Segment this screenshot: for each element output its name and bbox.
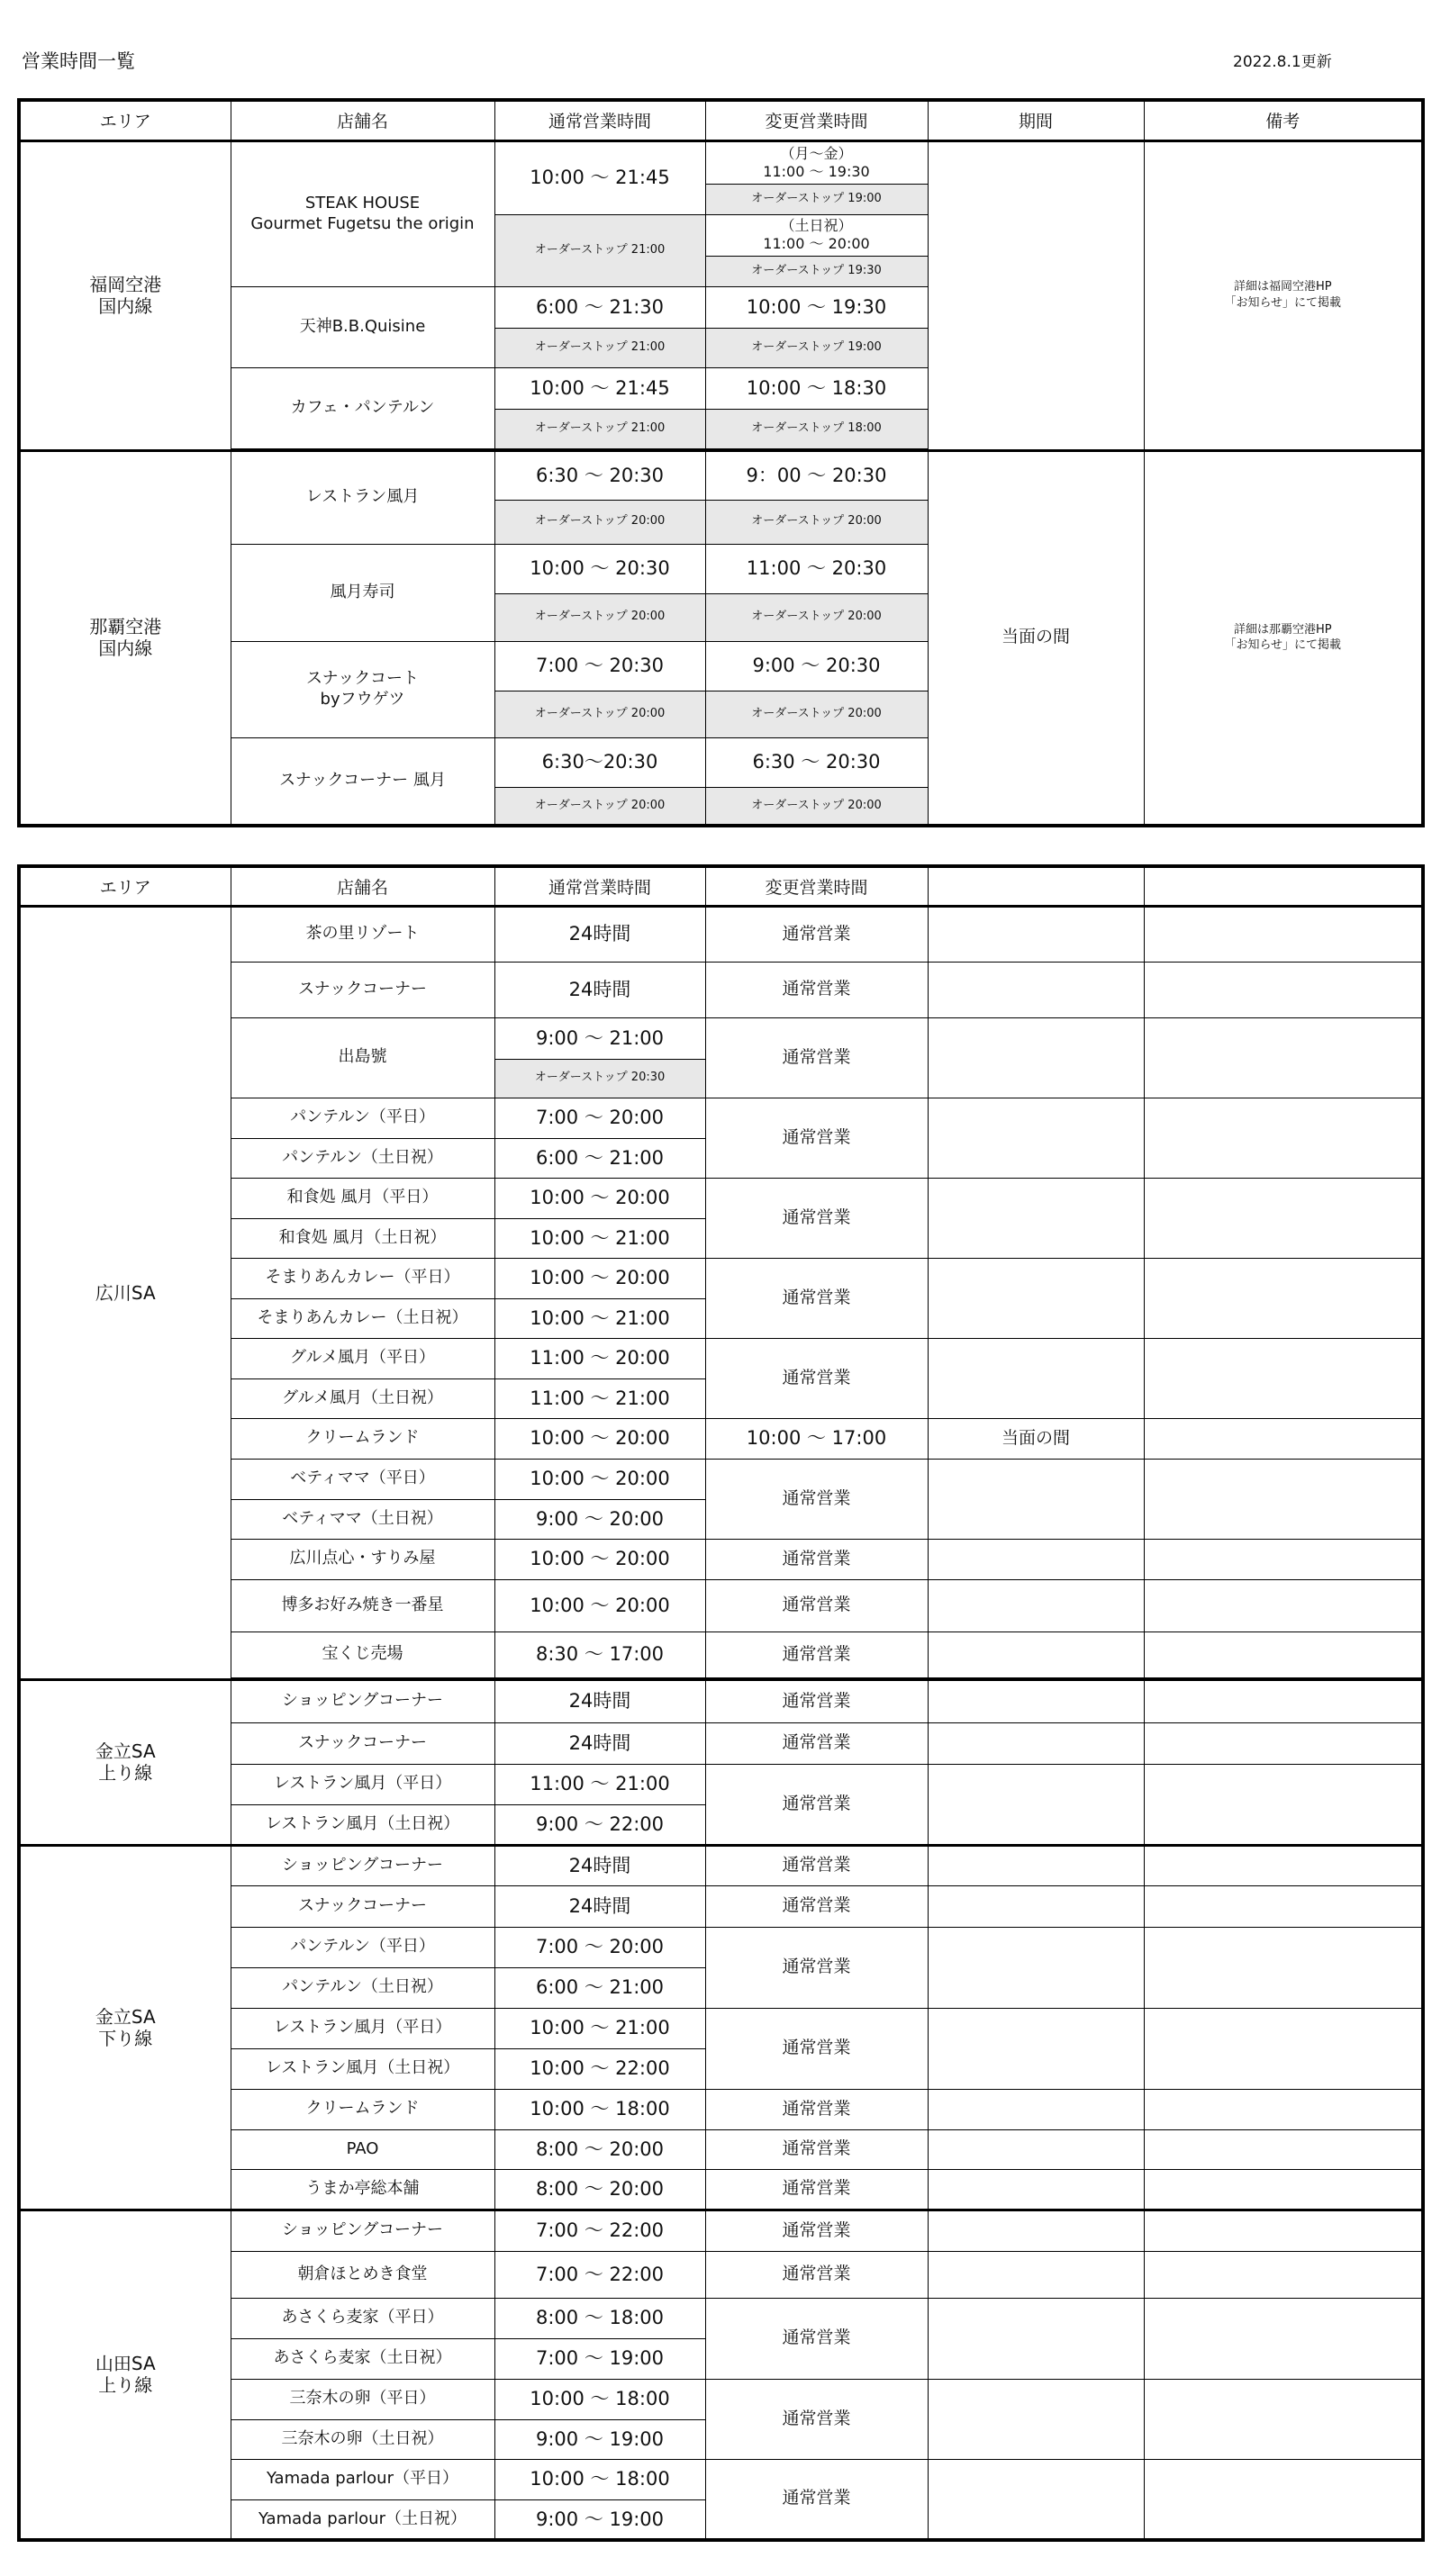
period-cell xyxy=(928,2129,1144,2169)
store-name: パンテルン（土日祝） xyxy=(231,1138,494,1178)
changed-hours: 通常営業 xyxy=(705,962,928,1017)
normal-hours: 9:00 ～ 22:00 xyxy=(494,1804,705,1845)
period-naha: 当面の間 xyxy=(928,450,1144,826)
area-yamada-up: 山田SA 上り線 xyxy=(19,2210,231,2540)
normal-hours: 24時間 xyxy=(494,906,705,962)
period-cell xyxy=(928,2379,1144,2459)
store-name: スナックコーナー xyxy=(231,1885,494,1927)
normal-hours: 10:00 ～ 21:45 xyxy=(494,140,705,214)
note-fukuoka: 詳細は福岡空港HP 「お知らせ」にて掲載 xyxy=(1144,140,1423,450)
note-cell xyxy=(1144,2210,1423,2251)
period-cell xyxy=(928,2459,1144,2540)
changed-hours: 通常営業 xyxy=(705,2129,928,2169)
normal-hours: 10:00 ～ 21:45 xyxy=(494,367,705,409)
store-name: ベティママ（平日） xyxy=(231,1459,494,1499)
period-cell xyxy=(928,2210,1144,2251)
changed-hours: 通常営業 xyxy=(705,1927,928,2008)
normal-hours: 6:30 ～ 20:30 xyxy=(494,450,705,500)
changed-hours: 10:00 ～ 18:30 xyxy=(705,367,928,409)
changed-hours-holiday: （土日祝） 11:00 ～ 20:00 xyxy=(705,214,928,256)
normal-hours: 10:00 ～ 20:00 xyxy=(494,1459,705,1499)
normal-hours: 6:30～20:30 xyxy=(494,737,705,787)
store-name: 茶の里リゾート xyxy=(231,906,494,962)
period-cell xyxy=(928,1679,1144,1722)
order-stop: オーダーストップ 21:00 xyxy=(494,328,705,367)
normal-hours: 24時間 xyxy=(494,962,705,1017)
col-header-store: 店舗名 xyxy=(231,100,494,140)
store-name: 天神B.B.Quisine xyxy=(231,286,494,367)
changed-hours: 通常営業 xyxy=(705,1178,928,1258)
normal-hours: 10:00 ～ 20:00 xyxy=(494,1539,705,1579)
store-name: 三奈木の卵（平日） xyxy=(231,2379,494,2419)
normal-hours: 7:00 ～ 22:00 xyxy=(494,2210,705,2251)
period-cell xyxy=(928,1178,1144,1258)
normal-hours: 10:00 ～ 20:00 xyxy=(494,1418,705,1459)
normal-hours: 10:00 ～ 21:00 xyxy=(494,2008,705,2048)
note-cell xyxy=(1144,1631,1423,1677)
order-stop: オーダーストップ 19:30 xyxy=(705,256,928,286)
table-row xyxy=(19,1679,1423,1722)
normal-hours: 8:00 ～ 18:00 xyxy=(494,2298,705,2338)
note-cell xyxy=(1144,1017,1423,1098)
col-header-normal-hours: 通常営業時間 xyxy=(494,100,705,140)
normal-hours: 10:00 ～ 21:00 xyxy=(494,1298,705,1338)
period-cell xyxy=(928,2169,1144,2210)
period-cell xyxy=(928,1631,1144,1677)
service-area-hours-table xyxy=(17,864,1425,2542)
order-stop: オーダーストップ 20:00 xyxy=(705,593,928,641)
note-cell xyxy=(1144,1679,1423,1722)
period-cell xyxy=(928,2089,1144,2129)
store-name: 和食処 風月（平日） xyxy=(231,1178,494,1218)
changed-hours: 通常営業 xyxy=(705,2298,928,2379)
store-name: スナックコーナー 風月 xyxy=(231,737,494,826)
store-name: レストラン風月（平日） xyxy=(231,1764,494,1804)
order-stop: オーダーストップ 20:00 xyxy=(705,500,928,544)
normal-hours: 7:00 ～ 20:00 xyxy=(494,1927,705,1967)
store-name: 博多お好み焼き一番星 xyxy=(231,1579,494,1631)
table-row xyxy=(19,140,1423,184)
normal-hours: 24時間 xyxy=(494,1722,705,1764)
area-kanadachi-up: 金立SA 上り線 xyxy=(19,1679,231,1845)
note-naha: 詳細は那覇空港HP 「お知らせ」にて掲載 xyxy=(1144,450,1423,826)
period-cell xyxy=(928,1258,1144,1338)
normal-hours: 10:00 ～ 20:00 xyxy=(494,1178,705,1218)
table-row xyxy=(19,1845,1423,1885)
normal-hours: 24時間 xyxy=(494,1845,705,1885)
store-name: ショッピングコーナー xyxy=(231,1679,494,1722)
period-cell xyxy=(928,1098,1144,1178)
normal-hours: 8:00 ～ 20:00 xyxy=(494,2129,705,2169)
period-cell xyxy=(928,1017,1144,1098)
note-cell xyxy=(1144,2129,1423,2169)
changed-hours: 10:00 ～ 17:00 xyxy=(705,1418,928,1459)
note-cell xyxy=(1144,1258,1423,1338)
normal-hours: 10:00 ～ 18:00 xyxy=(494,2089,705,2129)
changed-hours: 通常営業 xyxy=(705,2379,928,2459)
note-cell xyxy=(1144,1885,1423,1927)
note-cell xyxy=(1144,2169,1423,2210)
changed-hours: 9:00 ～ 20:30 xyxy=(705,641,928,691)
table-header-row xyxy=(19,100,1423,140)
changed-hours: 通常営業 xyxy=(705,1679,928,1722)
period-cell xyxy=(928,1764,1144,1845)
order-stop: オーダーストップ 19:00 xyxy=(705,184,928,214)
period-cell: 当面の間 xyxy=(928,1418,1144,1459)
store-name: そまりあんカレー（土日祝） xyxy=(231,1298,494,1338)
store-name: レストラン風月（土日祝） xyxy=(231,2048,494,2089)
note-cell xyxy=(1144,1722,1423,1764)
normal-hours: 8:00 ～ 20:00 xyxy=(494,2169,705,2210)
normal-hours: 9:00 ～ 21:00 xyxy=(494,1017,705,1059)
col-header-changed-hours: 変更営業時間 xyxy=(705,100,928,140)
period-cell xyxy=(928,962,1144,1017)
note-cell xyxy=(1144,2089,1423,2129)
normal-hours: 10:00 ～ 18:00 xyxy=(494,2379,705,2419)
store-name: カフェ・パンテルン xyxy=(231,367,494,448)
changed-hours: 通常営業 xyxy=(705,1631,928,1677)
normal-hours: 7:00 ～ 20:00 xyxy=(494,1098,705,1138)
col-header-area: エリア xyxy=(19,100,231,140)
changed-hours: 通常営業 xyxy=(705,1338,928,1418)
area-hirokawa: 広川SA xyxy=(19,906,231,1679)
note-cell xyxy=(1144,2459,1423,2540)
area-fukuoka: 福岡空港 国内線 xyxy=(19,140,231,450)
store-name: レストラン風月（平日） xyxy=(231,2008,494,2048)
normal-hours: 7:00 ～ 22:00 xyxy=(494,2251,705,2298)
order-stop: オーダーストップ 20:00 xyxy=(494,787,705,826)
note-cell xyxy=(1144,1764,1423,1845)
changed-hours: 10:00 ～ 19:30 xyxy=(705,286,928,328)
normal-hours: 9:00 ～ 20:00 xyxy=(494,1499,705,1539)
store-name: あさくら麦家（平日） xyxy=(231,2298,494,2338)
period-cell xyxy=(928,1579,1144,1631)
store-name: レストラン風月（土日祝） xyxy=(231,1804,494,1845)
order-stop: オーダーストップ 19:00 xyxy=(705,328,928,367)
order-stop: オーダーストップ 20:00 xyxy=(705,691,928,737)
changed-hours: 通常営業 xyxy=(705,1885,928,1927)
store-name: Yamada parlour（土日祝） xyxy=(231,2499,494,2540)
changed-hours-weekday: （月～金） 11:00 ～ 19:30 xyxy=(705,140,928,184)
order-stop: オーダーストップ 21:00 xyxy=(494,214,705,286)
store-name: うまか亭総本舗 xyxy=(231,2169,494,2210)
col-header-period xyxy=(928,866,1144,906)
period-cell xyxy=(928,1539,1144,1579)
store-name: グルメ風月（平日） xyxy=(231,1338,494,1378)
normal-hours: 6:00 ～ 21:00 xyxy=(494,1967,705,2008)
normal-hours: 10:00 ～ 21:00 xyxy=(494,1218,705,1258)
order-stop: オーダーストップ 21:00 xyxy=(494,409,705,448)
col-header-normal-hours: 通常営業時間 xyxy=(494,866,705,906)
store-name: 和食処 風月（土日祝） xyxy=(231,1218,494,1258)
normal-hours: 7:00 ～ 20:30 xyxy=(494,641,705,691)
note-cell xyxy=(1144,2298,1423,2379)
store-name: Yamada parlour（平日） xyxy=(231,2459,494,2499)
changed-hours: 通常営業 xyxy=(705,1579,928,1631)
period-cell xyxy=(928,1885,1144,1927)
store-name: ベティママ（土日祝） xyxy=(231,1499,494,1539)
period-cell xyxy=(928,1845,1144,1885)
note-cell xyxy=(1144,2251,1423,2298)
store-name: 三奈木の卵（土日祝） xyxy=(231,2419,494,2459)
store-name: 宝くじ売場 xyxy=(231,1631,494,1677)
normal-hours: 8:30 ～ 17:00 xyxy=(494,1631,705,1677)
normal-hours: 10:00 ～ 20:30 xyxy=(494,544,705,593)
table-header-row xyxy=(19,866,1423,906)
store-name: そまりあんカレー（平日） xyxy=(231,1258,494,1298)
note-cell xyxy=(1144,906,1423,962)
area-naha: 那覇空港 国内線 xyxy=(19,450,231,826)
note-cell xyxy=(1144,1845,1423,1885)
table-row xyxy=(19,450,1423,500)
store-name: 出島號 xyxy=(231,1017,494,1098)
changed-hours: 9：00 ～ 20:30 xyxy=(705,450,928,500)
store-name: PAO xyxy=(231,2129,494,2169)
table-row xyxy=(19,2210,1423,2251)
changed-hours: 通常営業 xyxy=(705,2089,928,2129)
normal-hours: 10:00 ～ 20:00 xyxy=(494,1579,705,1631)
changed-hours: 通常営業 xyxy=(705,2210,928,2251)
changed-hours: 通常営業 xyxy=(705,1539,928,1579)
changed-hours: 通常営業 xyxy=(705,1722,928,1764)
normal-hours: 10:00 ～ 20:00 xyxy=(494,1258,705,1298)
col-header-notes xyxy=(1144,866,1423,906)
store-name: スナックコーナー xyxy=(231,962,494,1017)
note-cell xyxy=(1144,1459,1423,1539)
store-name: パンテルン（土日祝） xyxy=(231,1967,494,2008)
changed-hours: 通常営業 xyxy=(705,1459,928,1539)
note-cell xyxy=(1144,1579,1423,1631)
order-stop: オーダーストップ 20:30 xyxy=(494,1059,705,1098)
store-name: あさくら麦家（土日祝） xyxy=(231,2338,494,2379)
period-cell xyxy=(928,1722,1144,1764)
store-name: スナックコーナー xyxy=(231,1722,494,1764)
col-header-period: 期間 xyxy=(928,100,1144,140)
updated-date: 2022.8.1更新 xyxy=(1233,53,1332,71)
note-cell xyxy=(1144,962,1423,1017)
normal-hours: 11:00 ～ 21:00 xyxy=(494,1764,705,1804)
period-cell xyxy=(928,2008,1144,2089)
col-header-notes: 備考 xyxy=(1144,100,1423,140)
normal-hours: 11:00 ～ 21:00 xyxy=(494,1378,705,1418)
note-cell xyxy=(1144,1927,1423,2008)
note-cell xyxy=(1144,1539,1423,1579)
changed-hours: 通常営業 xyxy=(705,1098,928,1178)
normal-hours: 11:00 ～ 20:00 xyxy=(494,1338,705,1378)
store-name: パンテルン（平日） xyxy=(231,1927,494,1967)
col-header-area: エリア xyxy=(19,866,231,906)
order-stop: オーダーストップ 20:00 xyxy=(494,593,705,641)
normal-hours: 6:00 ～ 21:30 xyxy=(494,286,705,328)
store-name: パンテルン（平日） xyxy=(231,1098,494,1138)
store-name: ショッピングコーナー xyxy=(231,2210,494,2251)
normal-hours: 6:00 ～ 21:00 xyxy=(494,1138,705,1178)
changed-hours: 通常営業 xyxy=(705,1017,928,1098)
store-name: スナックコート byフウゲツ xyxy=(231,641,494,737)
note-cell xyxy=(1144,1098,1423,1178)
store-name: クリームランド xyxy=(231,1418,494,1459)
col-header-store: 店舗名 xyxy=(231,866,494,906)
store-name: 風月寿司 xyxy=(231,544,494,641)
note-cell xyxy=(1144,2379,1423,2459)
order-stop: オーダーストップ 20:00 xyxy=(494,500,705,544)
period-cell xyxy=(928,2251,1144,2298)
normal-hours: 9:00 ～ 19:00 xyxy=(494,2419,705,2459)
store-name: STEAK HOUSE Gourmet Fugetsu the origin xyxy=(231,140,494,286)
changed-hours: 通常営業 xyxy=(705,2251,928,2298)
changed-hours: 通常営業 xyxy=(705,906,928,962)
normal-hours: 10:00 ～ 22:00 xyxy=(494,2048,705,2089)
area-kanadachi-down: 金立SA 下り線 xyxy=(19,1845,231,2210)
normal-hours: 9:00 ～ 19:00 xyxy=(494,2499,705,2540)
period-cell xyxy=(928,2298,1144,2379)
period-cell xyxy=(928,1338,1144,1418)
period-cell xyxy=(928,906,1144,962)
period-fukuoka xyxy=(928,140,1144,450)
period-cell xyxy=(928,1927,1144,2008)
changed-hours: 通常営業 xyxy=(705,2008,928,2089)
note-cell xyxy=(1144,1338,1423,1418)
note-cell xyxy=(1144,2008,1423,2089)
note-cell xyxy=(1144,1418,1423,1459)
store-name: ショッピングコーナー xyxy=(231,1845,494,1885)
note-cell xyxy=(1144,1178,1423,1258)
order-stop: オーダーストップ 20:00 xyxy=(705,787,928,826)
normal-hours: 24時間 xyxy=(494,1885,705,1927)
changed-hours: 通常営業 xyxy=(705,2169,928,2210)
period-cell xyxy=(928,1459,1144,1539)
store-name: 広川点心・すりみ屋 xyxy=(231,1539,494,1579)
col-header-changed-hours: 変更営業時間 xyxy=(705,866,928,906)
normal-hours: 7:00 ～ 19:00 xyxy=(494,2338,705,2379)
store-name: 朝倉ほとめき食堂 xyxy=(231,2251,494,2298)
changed-hours: 通常営業 xyxy=(705,1258,928,1338)
changed-hours: 11:00 ～ 20:30 xyxy=(705,544,928,593)
changed-hours: 通常営業 xyxy=(705,1845,928,1885)
airport-hours-table xyxy=(17,98,1425,827)
store-name: クリームランド xyxy=(231,2089,494,2129)
store-name: グルメ風月（土日祝） xyxy=(231,1378,494,1418)
page-title: 営業時間一覧 xyxy=(22,50,135,72)
changed-hours: 通常営業 xyxy=(705,2459,928,2540)
normal-hours: 10:00 ～ 18:00 xyxy=(494,2459,705,2499)
store-name: レストラン風月 xyxy=(231,450,494,544)
normal-hours: 24時間 xyxy=(494,1679,705,1722)
order-stop: オーダーストップ 20:00 xyxy=(494,691,705,737)
changed-hours: 通常営業 xyxy=(705,1764,928,1845)
changed-hours: 6:30 ～ 20:30 xyxy=(705,737,928,787)
order-stop: オーダーストップ 18:00 xyxy=(705,409,928,448)
table-row xyxy=(19,906,1423,962)
